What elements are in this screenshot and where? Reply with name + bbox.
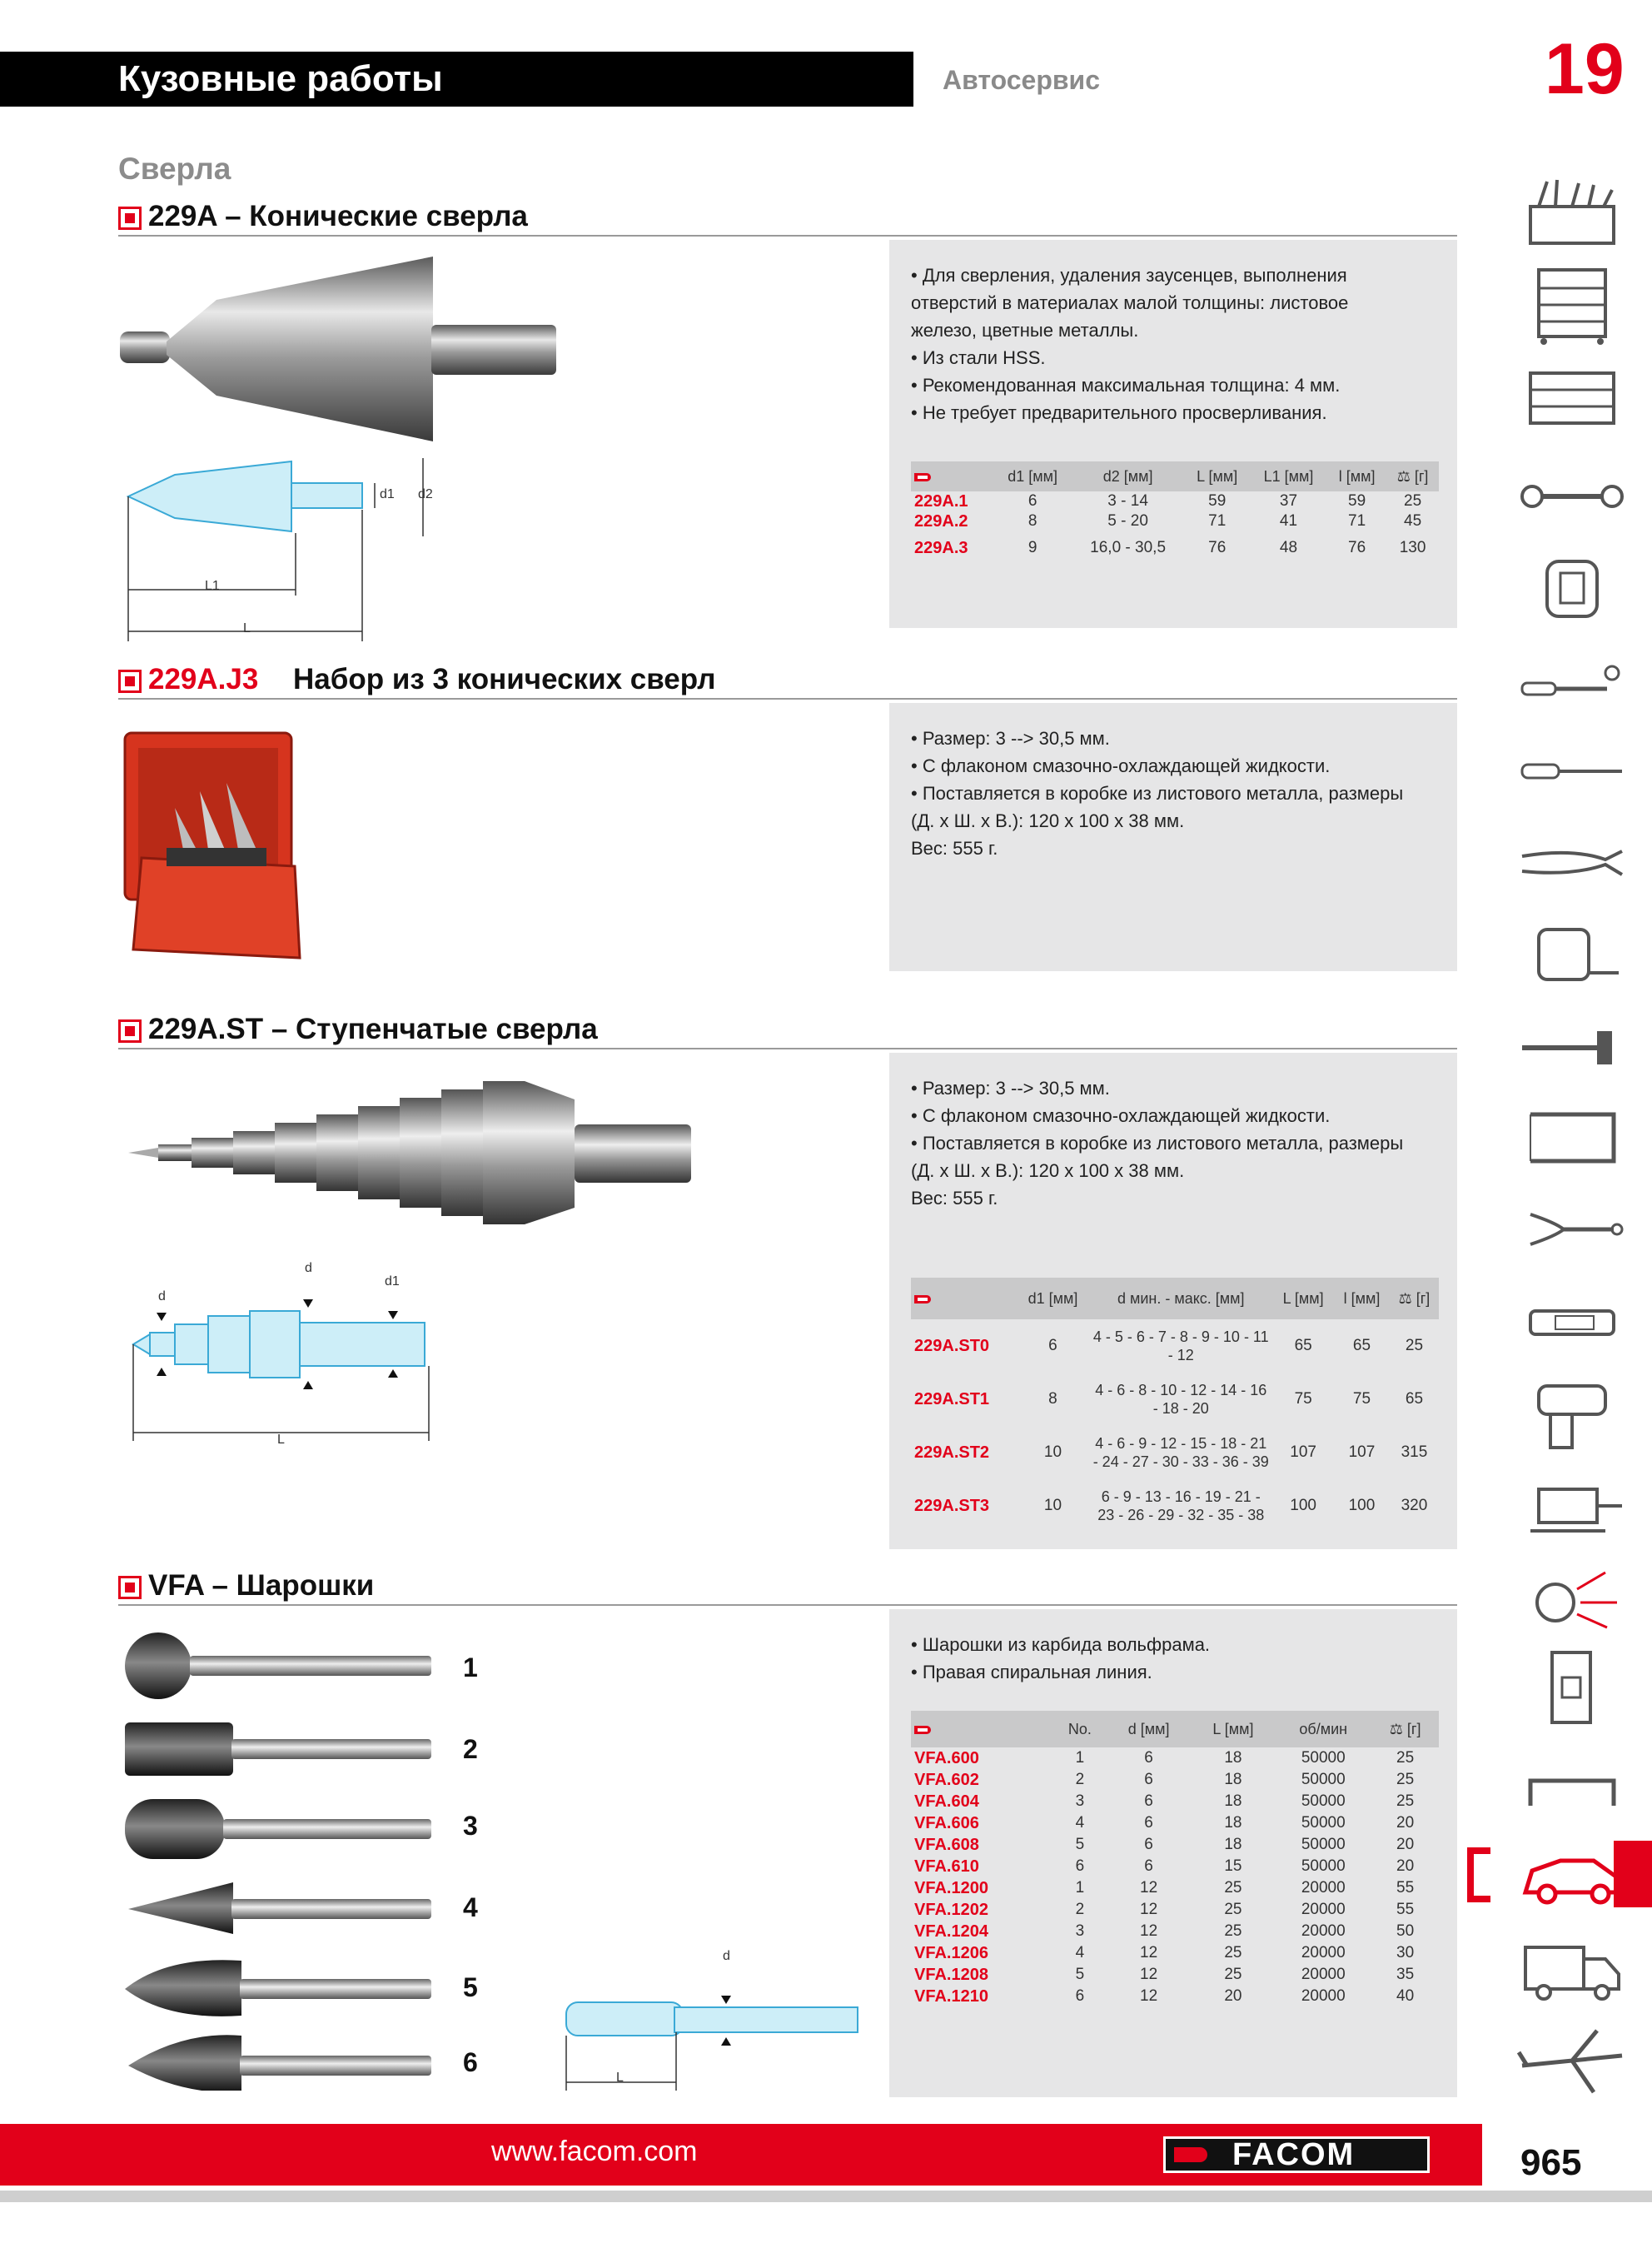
bullet-item: • Правая спиральная линия. (911, 1662, 1152, 1682)
pliers-icon (1514, 823, 1630, 903)
diagram-label-l1: L1 (205, 579, 220, 593)
bullet-list (911, 262, 1348, 426)
weight-icon: ⚖ (1396, 467, 1411, 485)
table-row: VFA.1208 5 12 25 20000 35 (914, 1965, 1415, 1984)
spec-table-body (911, 1747, 1439, 2007)
footer-strip (0, 2191, 1652, 2202)
toolbox-icon (1514, 173, 1630, 253)
table-row: VFA.1202 2 12 25 20000 55 (914, 1900, 1415, 1919)
hammer-icon (1514, 1006, 1630, 1086)
column-header: No. (1053, 1711, 1107, 1747)
table-header-row (911, 1278, 1439, 1319)
diagram-label-d1: d1 (380, 487, 395, 501)
column-header: L [мм] (1192, 1711, 1276, 1747)
diagram-label-d: d (158, 1289, 166, 1303)
bullet-item: • С флаконом смазочно-охлаждающей жидкости. (911, 1105, 1331, 1126)
table-row: 229A.ST1 8 4 - 6 - 8 - 10 - 12 - 14 - 16 - 18 - 20 75 75 65 (914, 1382, 1424, 1417)
facom-mini-logo-icon (911, 1711, 1053, 1747)
table-row: 229A.2 8 5 - 20 71 41 71 45 (914, 511, 1422, 531)
column-header-weight: ⚖ [г] (1386, 461, 1439, 491)
table-row: 229A.3 9 16,0 - 30,5 76 48 76 130 (914, 538, 1426, 557)
table-row: VFA.602 2 6 18 50000 25 (914, 1770, 1415, 1789)
step-drill-diagram (125, 1274, 441, 1449)
burr-number: 6 (463, 2047, 478, 2077)
tape-measure-icon (1514, 915, 1630, 994)
column-header: d2 [мм] (1072, 461, 1185, 491)
column-header: l [мм] (1327, 461, 1386, 491)
burr-number: 5 (463, 1972, 478, 2002)
bullet-item: • Шарошки из карбида вольфрама. (911, 1634, 1211, 1655)
page-title: Кузовные работы (118, 58, 443, 99)
spec-table-body (911, 491, 1439, 565)
column-header: d [мм] (1107, 1711, 1192, 1747)
bullet-item: • Из стали HSS. (911, 347, 1046, 368)
diagram-label-d1: d1 (385, 1274, 400, 1288)
multimeter-icon (1514, 1281, 1630, 1361)
burr-number: 4 (463, 1892, 478, 1922)
spec-table-229a-st (911, 1278, 1439, 1533)
burr-set-image (117, 1624, 450, 2091)
table-row: VFA.610 6 6 15 50000 20 (914, 1857, 1415, 1876)
diagram-label-l: L (616, 2071, 624, 2085)
table-row: VFA.606 4 6 18 50000 20 (914, 1813, 1415, 1832)
footer-url-link[interactable]: www.facom.com (491, 2136, 698, 2167)
product-code: VFA – Шарошки (148, 1569, 375, 1602)
grinding-sparks-icon (1514, 1556, 1630, 1636)
info-panel-229a-j3 (889, 703, 1457, 971)
bullet-item: • Рекомендованная максимальная толщина: 4 мм. (911, 375, 1341, 396)
table-header-row (911, 461, 1439, 491)
spec-table-229a (911, 461, 1439, 565)
bullet-item: железо, цветные металлы. (911, 320, 1139, 341)
product-name: Набор из 3 конических сверл (293, 663, 716, 695)
page-number: 965 (1520, 2142, 1582, 2183)
bullet-list (911, 1074, 1403, 1212)
table-row: VFA.604 3 6 18 50000 25 (914, 1792, 1415, 1811)
tool-cabinet-icon (1514, 265, 1630, 345)
info-panel-vfa (889, 1609, 1457, 2097)
burr-diagram (558, 1949, 874, 2099)
table-row: VFA.1206 4 12 25 20000 30 (914, 1943, 1415, 1962)
cone-drill-image (117, 250, 591, 450)
wrench-icon (1514, 456, 1630, 536)
column-header: l [мм] (1334, 1278, 1390, 1319)
active-category-marker (1614, 1841, 1652, 1907)
diagram-label-d: d (723, 1949, 730, 1963)
diagram-label-d-top: d (305, 1261, 312, 1275)
bullet-item: • С флаконом смазочно-охлаждающей жидкости. (911, 755, 1331, 776)
facom-mini-logo-icon (911, 1278, 1017, 1319)
bullet-square-icon (118, 1576, 142, 1599)
product-code: 229A.J3 (148, 663, 259, 695)
hacksaw-icon (1514, 1098, 1630, 1178)
brand-name: FACOM (1232, 2137, 1356, 2172)
burr-number: 1 (463, 1652, 478, 1682)
product-code: 229A.ST – Ступенчатые сверла (148, 1013, 598, 1045)
bullet-item: • Поставляется в коробке из листового металла, размеры (911, 783, 1404, 804)
column-header: d1 [мм] (1017, 1278, 1090, 1319)
handle-icon (1514, 1747, 1630, 1827)
diagram-label-l: L (243, 621, 251, 636)
chapter-number: 19 (1545, 29, 1625, 109)
column-header: L [мм] (1184, 461, 1249, 491)
column-header-weight: ⚖ [г] (1371, 1711, 1439, 1747)
table-row: VFA.608 5 6 18 50000 20 (914, 1835, 1415, 1854)
bullet-item: Вес: 555 г. (911, 838, 998, 859)
airplane-icon (1514, 2022, 1630, 2102)
ratchet-icon (1514, 648, 1630, 728)
bullet-square-icon (118, 1019, 142, 1043)
page-subtitle: Автосервис (943, 65, 1101, 95)
divider (118, 1604, 1457, 1606)
table-row: VFA.1204 3 12 25 20000 50 (914, 1922, 1415, 1941)
weight-icon: ⚖ (1389, 1720, 1403, 1737)
impact-wrench-icon (1514, 1373, 1630, 1453)
info-panel-229a (889, 240, 1457, 628)
table-row: VFA.600 1 6 18 50000 25 (914, 1748, 1415, 1767)
weight-icon: ⚖ (1398, 1289, 1412, 1307)
product-code: 229A – Конические сверла (148, 200, 528, 232)
diagram-label-l: L (277, 1433, 285, 1447)
circuit-breaker-icon (1514, 1647, 1630, 1727)
bullet-item: отверстий в материалах малой толщины: листовое (911, 292, 1349, 313)
cone-drill-diagram (117, 450, 466, 641)
diagram-label-d2: d2 (418, 487, 433, 501)
bullet-item: • Размер: 3 --> 30,5 мм. (911, 728, 1110, 749)
spec-table-vfa (911, 1711, 1439, 2007)
table-row: 229A.1 6 3 - 14 59 37 59 25 (914, 491, 1422, 511)
table-row: 229A.ST0 6 4 - 5 - 6 - 7 - 8 - 9 - 10 - 11 - 12 65 65 25 (914, 1328, 1424, 1363)
screwdriver-icon (1514, 731, 1630, 811)
bullet-item: • Поставляется в коробке из листового металла, размеры (911, 1133, 1404, 1154)
divider (118, 1048, 1457, 1049)
column-header-weight: ⚖ [г] (1390, 1278, 1439, 1319)
bullet-item: • Для сверления, удаления заусенцев, выполнения (911, 265, 1347, 286)
column-header: L1 [мм] (1250, 461, 1327, 491)
divider (118, 235, 1457, 237)
bullet-item: (Д. х Ш. х В.): 120 x 100 x 38 мм. (911, 810, 1185, 831)
column-header: d мин. - макс. [мм] (1089, 1278, 1272, 1319)
column-header: L [мм] (1272, 1278, 1334, 1319)
table-row: 229A.ST3 10 6 - 9 - 13 - 16 - 19 - 21 - 23 - 26 - 29 - 32 - 35 - 38 100 100 320 (914, 1488, 1428, 1523)
burr-number: 2 (463, 1734, 478, 1764)
table-row: VFA.1210 6 12 20 20000 40 (914, 1986, 1415, 2006)
facom-logo-icon (1174, 2147, 1207, 2162)
bullet-item: • Не требует предварительного просверливания. (911, 402, 1327, 423)
table-header-row (911, 1711, 1439, 1747)
step-drill-image (125, 1074, 708, 1233)
vise-icon (1514, 1464, 1630, 1544)
divider (118, 698, 1457, 700)
burr-number: 3 (463, 1811, 478, 1841)
column-header: об/мин (1275, 1711, 1371, 1747)
spec-table-body (911, 1319, 1439, 1533)
bullet-item: (Д. х Ш. х В.): 120 x 100 x 38 мм. (911, 1160, 1185, 1181)
socket-icon (1514, 548, 1630, 628)
active-category-bracket (1467, 1847, 1490, 1902)
drill-set-box-image (117, 725, 308, 966)
puller-icon (1514, 1189, 1630, 1269)
bullet-list (911, 1631, 1210, 1686)
bullet-square-icon (118, 207, 142, 230)
bullet-item: • Размер: 3 --> 30,5 мм. (911, 1078, 1110, 1099)
tool-chest-icon (1514, 356, 1630, 436)
bullet-list (911, 725, 1403, 862)
truck-icon (1514, 1931, 1630, 2011)
table-row: 229A.ST2 10 4 - 6 - 9 - 12 - 15 - 18 - 21 - 24 - 27 - 30 - 33 - 36 - 39 107 107 315 (914, 1435, 1428, 1470)
bullet-square-icon (118, 670, 142, 693)
table-row: VFA.1200 1 12 25 20000 55 (914, 1878, 1415, 1897)
column-header: d1 [мм] (994, 461, 1072, 491)
bullet-item: Вес: 555 г. (911, 1188, 998, 1209)
info-panel-229a-st (889, 1053, 1457, 1549)
car-icon[interactable] (1514, 1837, 1630, 1917)
section-label: Сверла (118, 152, 231, 186)
facom-mini-logo-icon (911, 461, 994, 491)
